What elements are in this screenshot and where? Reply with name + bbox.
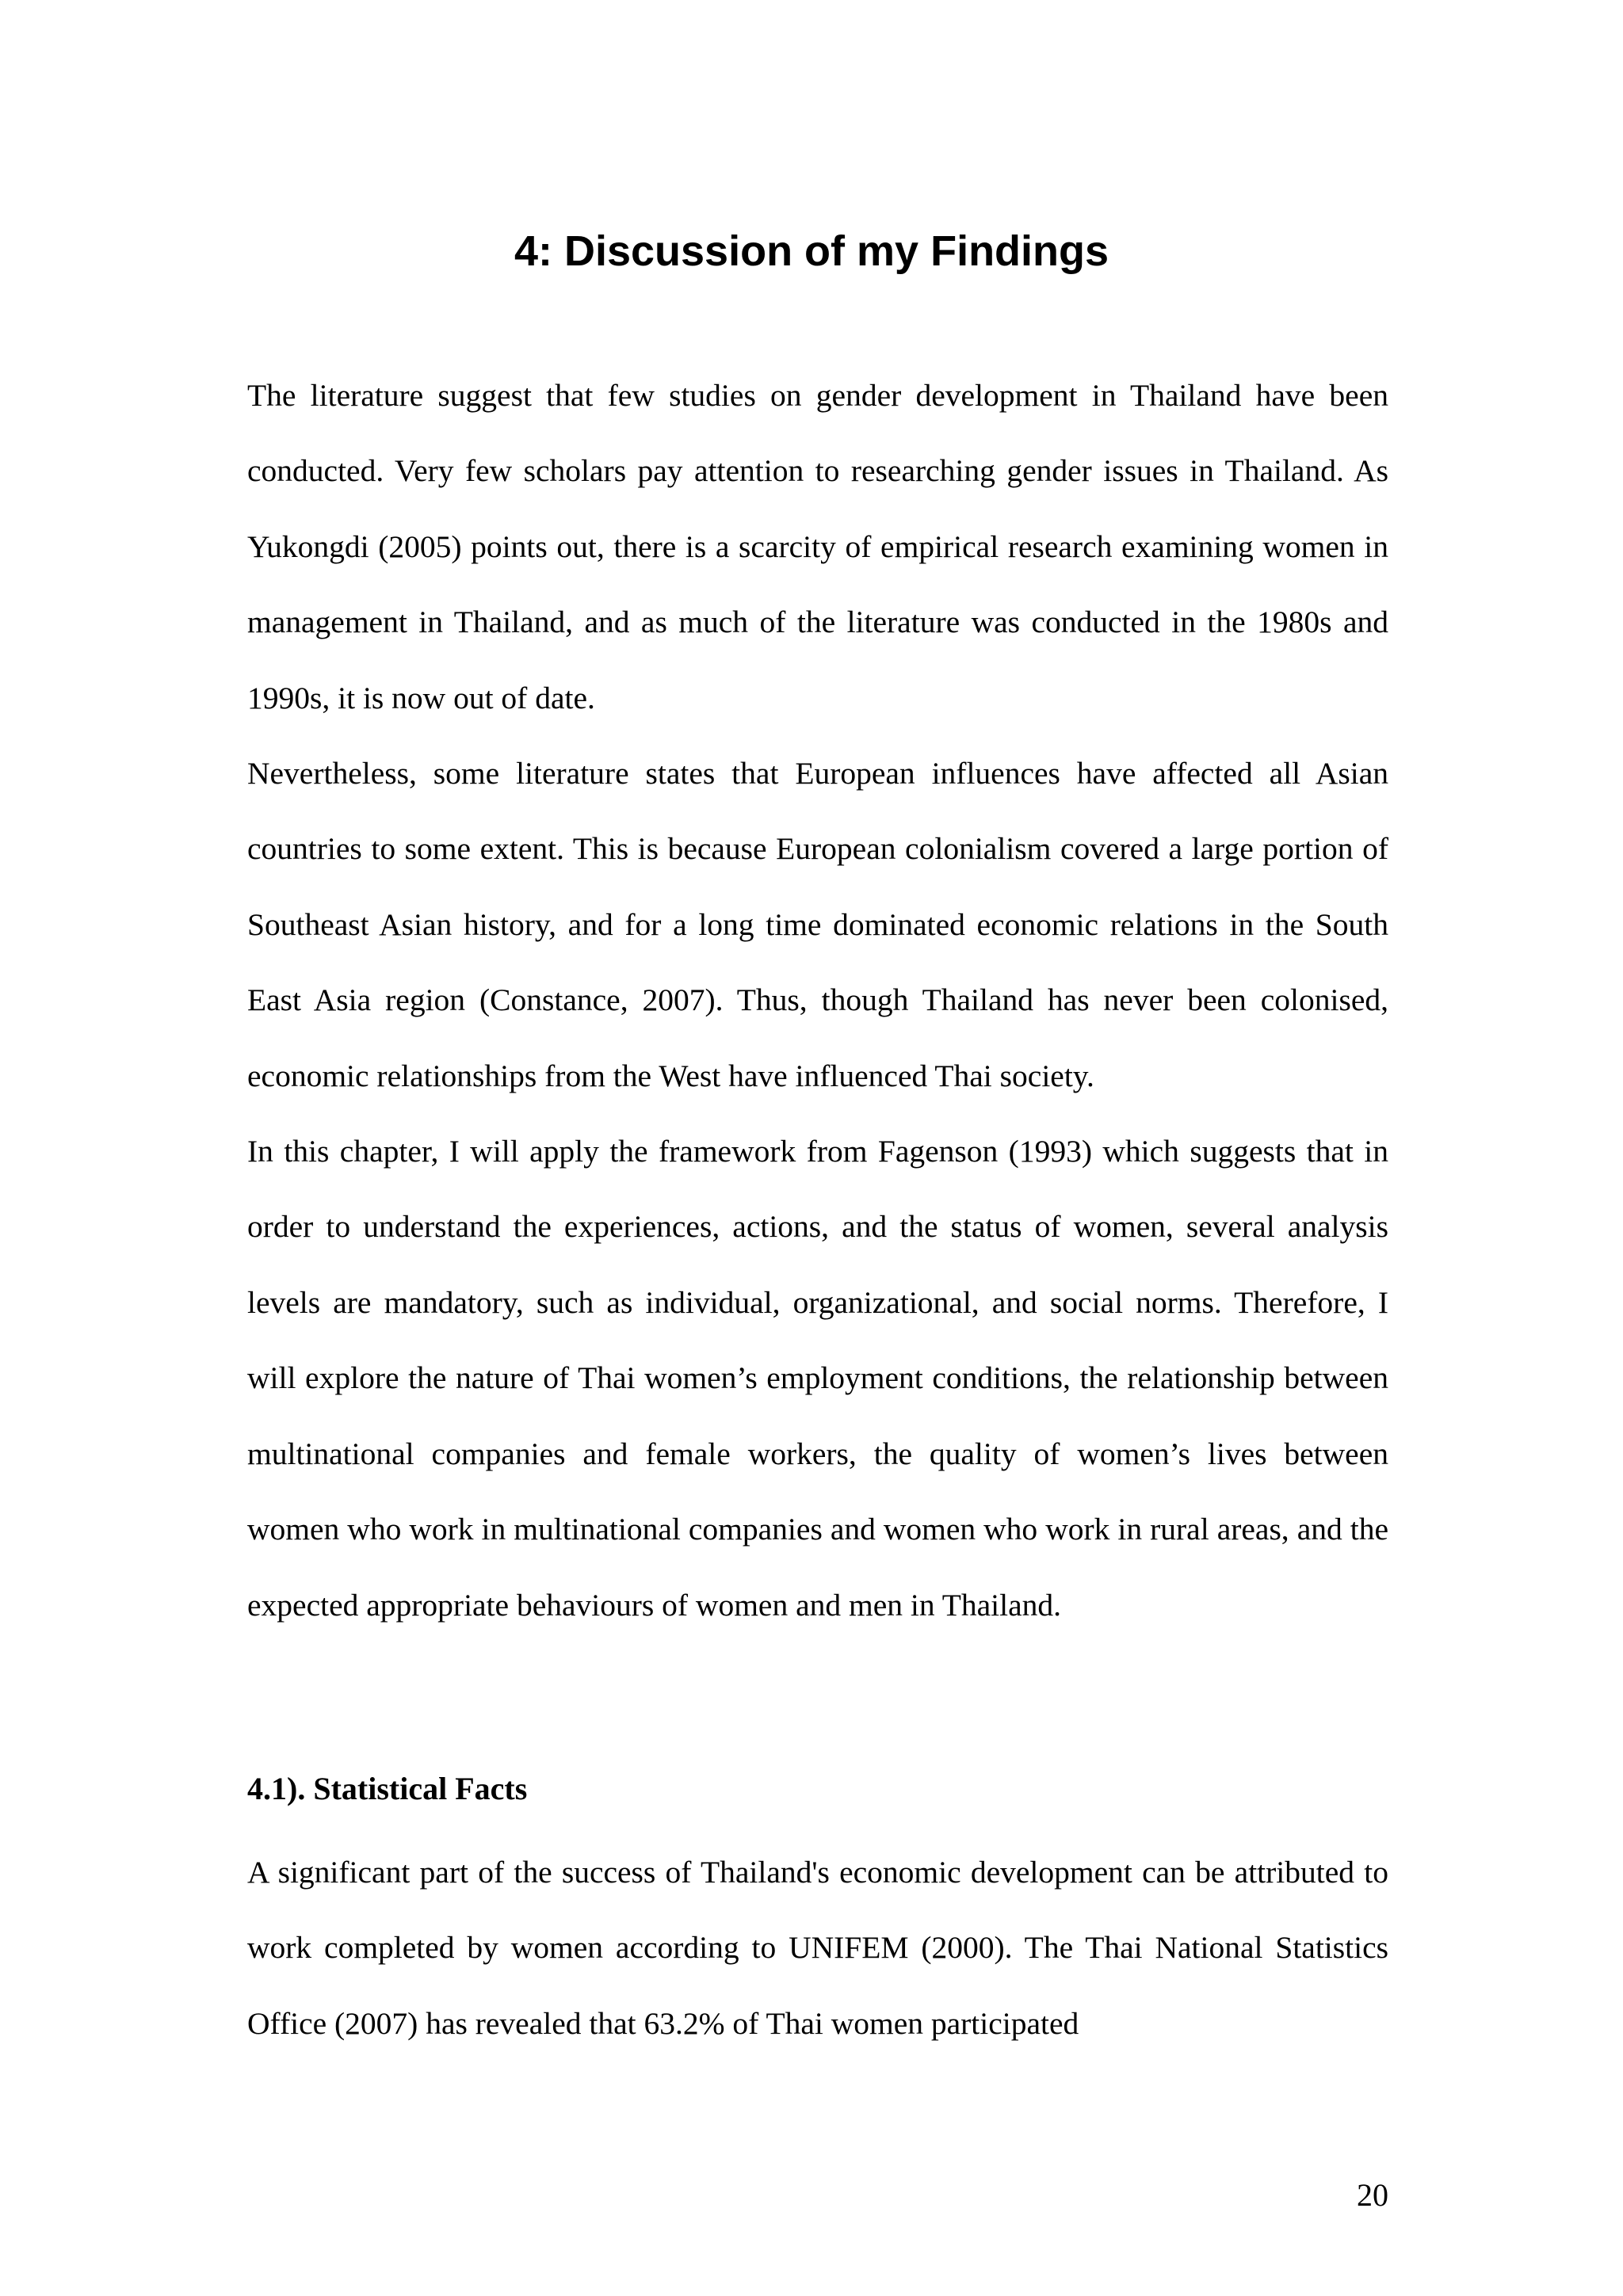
page-number: 20 bbox=[1357, 2177, 1388, 2213]
paragraph-chapter-framework: In this chapter, I will apply the framework from Fagenson (1993) which suggests that in order to understand the experiences, actions, and the status of women, several analysis levels are mandatory, such as individual, organizational, and social norms. Therefore, I will explore the nature of Thai women’s employment conditions, the relationship between multinational companies and female workers, the quality of women’s lives between women who work in multinational companies and women who work in rural areas, and the expected appropriate behaviours of women and men in Thailand. bbox=[247, 1134, 1388, 1623]
chapter-title: 4: Discussion of my Findings bbox=[514, 227, 1109, 275]
section-statistical-facts bbox=[247, 1765, 1388, 2061]
paragraph-statistical-facts: A significant part of the success of Thailand's economic development can be attributed to work completed by women according to UNIFEM (2000). The Thai National Statistics Office (2007) has revealed that 63.2% of Thai women participated bbox=[247, 1855, 1388, 2041]
section-heading: 4.1). Statistical Facts bbox=[247, 1771, 528, 1806]
paragraph-literature-gap: The literature suggest that few studies on gender development in Thailand have been conducted. Very few scholars pay attention to researching gender issues in Thailand. As Yukongdi (2005) points out, there is a scarcity of empirical research examining women in management in Thailand, and as much of the literature was conducted in the 1980s and 1990s, it is now out of date. bbox=[247, 378, 1388, 715]
paragraph-european-influence: Nevertheless, some literature states that European influences have affected all Asian countries to some extent. This is because European colonialism covered a large portion of Southeast Asian history, and for a long time dominated economic relations in the South East Asia region (Constance, 2007). Thus, though Thailand has never been colonised, economic relationships from the West have influenced Thai society. bbox=[247, 756, 1388, 1093]
intro-text-block bbox=[247, 358, 1388, 1643]
